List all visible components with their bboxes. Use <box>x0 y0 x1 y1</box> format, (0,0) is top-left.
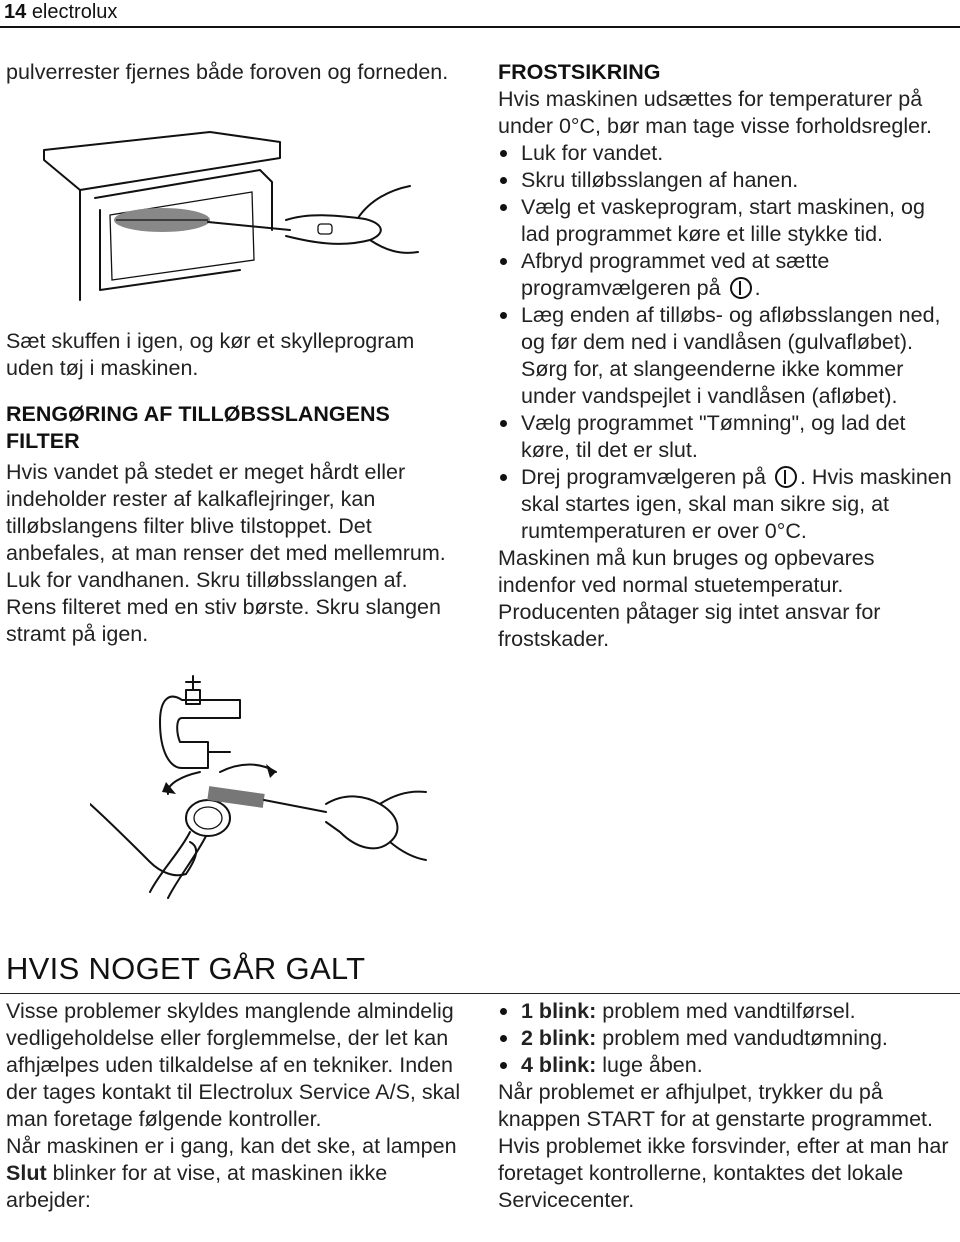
trouble-closing: Når problemet er afhjulpet, trykker du på knappen START for at genstarte programmet. Hvis problemet ikke forsvinder, efter at man har foretaget kontrollerne, kontaktes det lokale Servicecenter. <box>498 1080 949 1212</box>
slut-lamp-label: Slut <box>6 1161 47 1185</box>
list-item <box>498 464 956 545</box>
list-item: Vælg et vaskeprogram, start maskinen, og lad programmet køre et lille stykke tid. <box>498 194 956 248</box>
blink-label: 2 blink: <box>521 1026 597 1050</box>
hose-end <box>150 800 230 898</box>
para2-pre: Når maskinen er i gang, kan det ske, at lampen <box>6 1134 457 1158</box>
brand-name: electrolux <box>31 1 118 23</box>
frost-closing: Maskinen må kun bruges og opbevares indenfor ved normal stuetemperatur. Producenten påtager sig intet ansvar for frostskader. <box>498 546 881 651</box>
power-off-icon <box>775 466 797 488</box>
list-item <box>498 1025 956 1052</box>
frost-bullet-list <box>498 140 956 545</box>
list-item: Vælg programmet "Tømning", og lad det køre, til det er slut. <box>498 410 956 464</box>
blink-code-list <box>498 998 956 1079</box>
trouble-para-2 <box>6 1133 461 1214</box>
faucet <box>160 676 240 768</box>
list-item <box>498 998 956 1025</box>
page-number: 14 <box>4 1 27 23</box>
list-item: Skru tilløbsslangen af hanen. <box>498 167 956 194</box>
bullet7-end: . Hvis maskinen skal startes igen, skal man sikre sig, at rumtemperaturen er over 0°C. <box>521 465 952 543</box>
drawer-cleaning-illustration <box>40 120 420 310</box>
list-item: Læg enden af tilløbs- og afløbsslangen ned, og før dem ned i vandlåsen (gulvafløbet). Sørg for, at slangeenderne ikke kommer under vandspejlet i vandlåsen (afløbet). <box>498 302 956 410</box>
blink-meaning: problem med vandtilførsel. <box>602 999 856 1023</box>
trouble-left-column <box>6 998 461 1214</box>
frost-intro: Hvis maskinen udsættes for temperaturer på under 0°C, bør man tage visse forholdsregler. <box>498 87 933 138</box>
page-header-text <box>4 0 117 24</box>
power-off-icon <box>730 277 752 299</box>
page-header <box>0 0 960 28</box>
blink-label: 1 blink: <box>521 999 597 1023</box>
toothbrush <box>207 786 326 812</box>
blink-label: 4 blink: <box>521 1053 597 1077</box>
list-item <box>498 1052 956 1079</box>
trouble-para-1: Visse problemer skyldes manglende almindelig vedligeholdelse eller forglemmelse, der let kan afhjælpes uden tilkaldelse af en tekniker. Inden der tages kontakt til Electrolux Service A/S, skal man foretage følgende kontroller. <box>6 999 461 1131</box>
para2-post: blinker for at vise, at maskinen ikke arbejder: <box>6 1161 388 1212</box>
bullet7-text: Drej programvælgeren på <box>521 465 766 489</box>
trouble-right-column <box>498 998 956 1214</box>
trouble-section-title: HVIS NOGET GÅR GALT <box>6 951 366 986</box>
rinse-text: Sæt skuffen i igen, og kør et skylleprogram uden tøj i maskinen. <box>6 329 415 380</box>
section-divider <box>0 993 960 994</box>
brush-bristles <box>114 208 210 232</box>
intro-text: pulverrester fjernes både foroven og forneden. <box>6 60 449 84</box>
bullet4-end: . <box>754 276 761 300</box>
frost-section <box>498 59 956 653</box>
frost-heading: FROSTSIKRING <box>498 60 661 84</box>
filter-heading: RENGØRING AF TILLØBSSLANGENS FILTER <box>6 402 390 453</box>
blink-meaning: problem med vandudtømning. <box>602 1026 888 1050</box>
filter-text: Hvis vandet på stedet er meget hårdt eller indeholder rester af kalkaflejringer, kan tilløbslangens filter blive tilstoppet. Det anbefales, at man renser det med mellemrum. Luk for vandhanen. Skru tilløbsslangen af. Rens filteret med en stiv børste. Skru slangen stramt på igen. <box>6 460 446 646</box>
blink-meaning: luge åben. <box>602 1053 703 1077</box>
bullet4-text: Afbryd programmet ved at sætte programvælgeren på <box>521 249 830 300</box>
list-item <box>498 248 956 302</box>
list-item: Luk for vandet. <box>498 140 956 167</box>
hose-filter-illustration <box>90 672 430 902</box>
